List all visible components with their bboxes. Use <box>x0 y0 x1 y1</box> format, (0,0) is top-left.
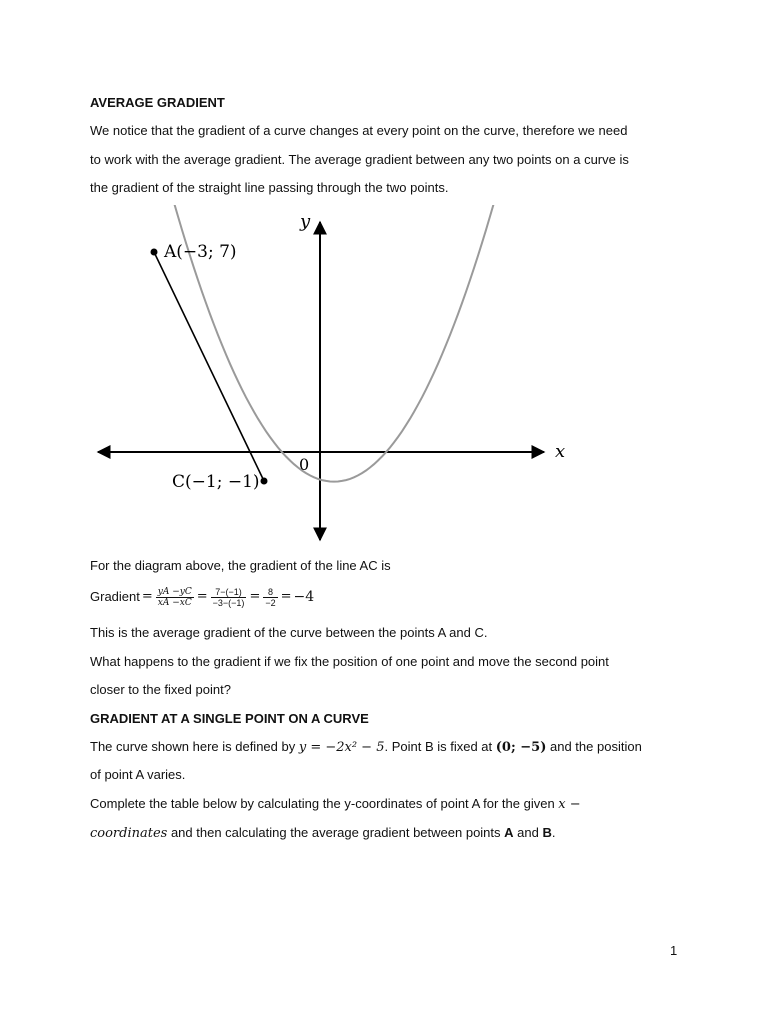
instruction-end: . <box>551 825 556 840</box>
instruction-part2: and then calculating the average gradient between points <box>167 825 505 840</box>
point-a-label: A(−3; 7) <box>164 242 237 262</box>
gradient-label: Gradient <box>90 589 140 604</box>
point-a <box>151 249 158 256</box>
instruction-part1: Complete the table below by calculating the y-coordinates of point A for the given <box>90 796 559 811</box>
instruction-and: and <box>513 825 543 840</box>
page-number: 1 <box>670 943 678 958</box>
y-axis-label: y <box>300 211 311 232</box>
parabola-diagram <box>0 205 768 545</box>
intro-line-2: to work with the average gradient. The average gradient between any two points on a curve is <box>90 152 629 167</box>
intro-line-3: the gradient of the straight line passing through the two points. <box>90 180 449 195</box>
gradient-result: −4 <box>293 589 315 605</box>
heading-gradient-single-point: GRADIENT AT A SINGLE POINT ON A CURVE <box>90 711 369 726</box>
instruction-math-x: x − <box>558 797 581 812</box>
fraction-numerator: yA −yC <box>157 586 192 597</box>
diagram-caption: For the diagram above, the gradient of the line AC is <box>90 558 391 573</box>
point-b-bold: B <box>542 825 552 840</box>
instruction-math-coordinates: coordinates <box>90 826 168 841</box>
equals-sign: = <box>280 589 292 604</box>
x-axis-label: x <box>555 441 566 462</box>
fraction-denominator: xA −xC <box>157 597 192 608</box>
instruction-line-1 <box>90 796 581 813</box>
gradient-fraction-symbolic <box>156 587 194 608</box>
equals-sign: = <box>196 589 208 604</box>
intro-line-1: We notice that the gradient of a curve changes at every point on the curve, therefore we need <box>90 123 628 138</box>
point-b-coordinates: (0; −5) <box>495 740 547 755</box>
curve-text-part3: and the position <box>546 739 642 754</box>
gradient-fraction-substituted <box>211 587 247 608</box>
secant-line-ac <box>154 252 264 481</box>
point-a-bold: A <box>504 825 514 840</box>
fraction-denominator: −3−(−1) <box>212 597 245 608</box>
gradient-formula <box>90 584 314 610</box>
gradient-fraction-simplified <box>263 587 277 608</box>
heading-average-gradient: AVERAGE GRADIENT <box>90 95 225 110</box>
point-c <box>261 478 268 485</box>
instruction-line-2 <box>90 825 555 842</box>
fraction-denominator: −2 <box>265 597 276 608</box>
fraction-numerator: 7−(−1) <box>211 587 247 598</box>
curve-equation: y = −2x² − 5 <box>298 740 385 755</box>
average-gradient-text: This is the average gradient of the curve between the points A and C. <box>90 625 488 640</box>
equals-sign: = <box>249 589 261 604</box>
curve-text-part1: The curve shown here is defined by <box>90 739 299 754</box>
equals-sign: = <box>141 589 153 604</box>
question-line-2: closer to the fixed point? <box>90 682 231 697</box>
question-line-1: What happens to the gradient if we fix the position of one point and move the second point <box>90 654 609 669</box>
origin-label: 0 <box>299 455 310 474</box>
curve-definition-line-1 <box>90 739 642 756</box>
curve-definition-line-2: of point A varies. <box>90 767 186 782</box>
fraction-numerator: 8 <box>263 587 277 598</box>
point-c-label: C(−1; −1) <box>172 472 260 492</box>
curve-text-part2: . Point B is fixed at <box>384 739 496 754</box>
